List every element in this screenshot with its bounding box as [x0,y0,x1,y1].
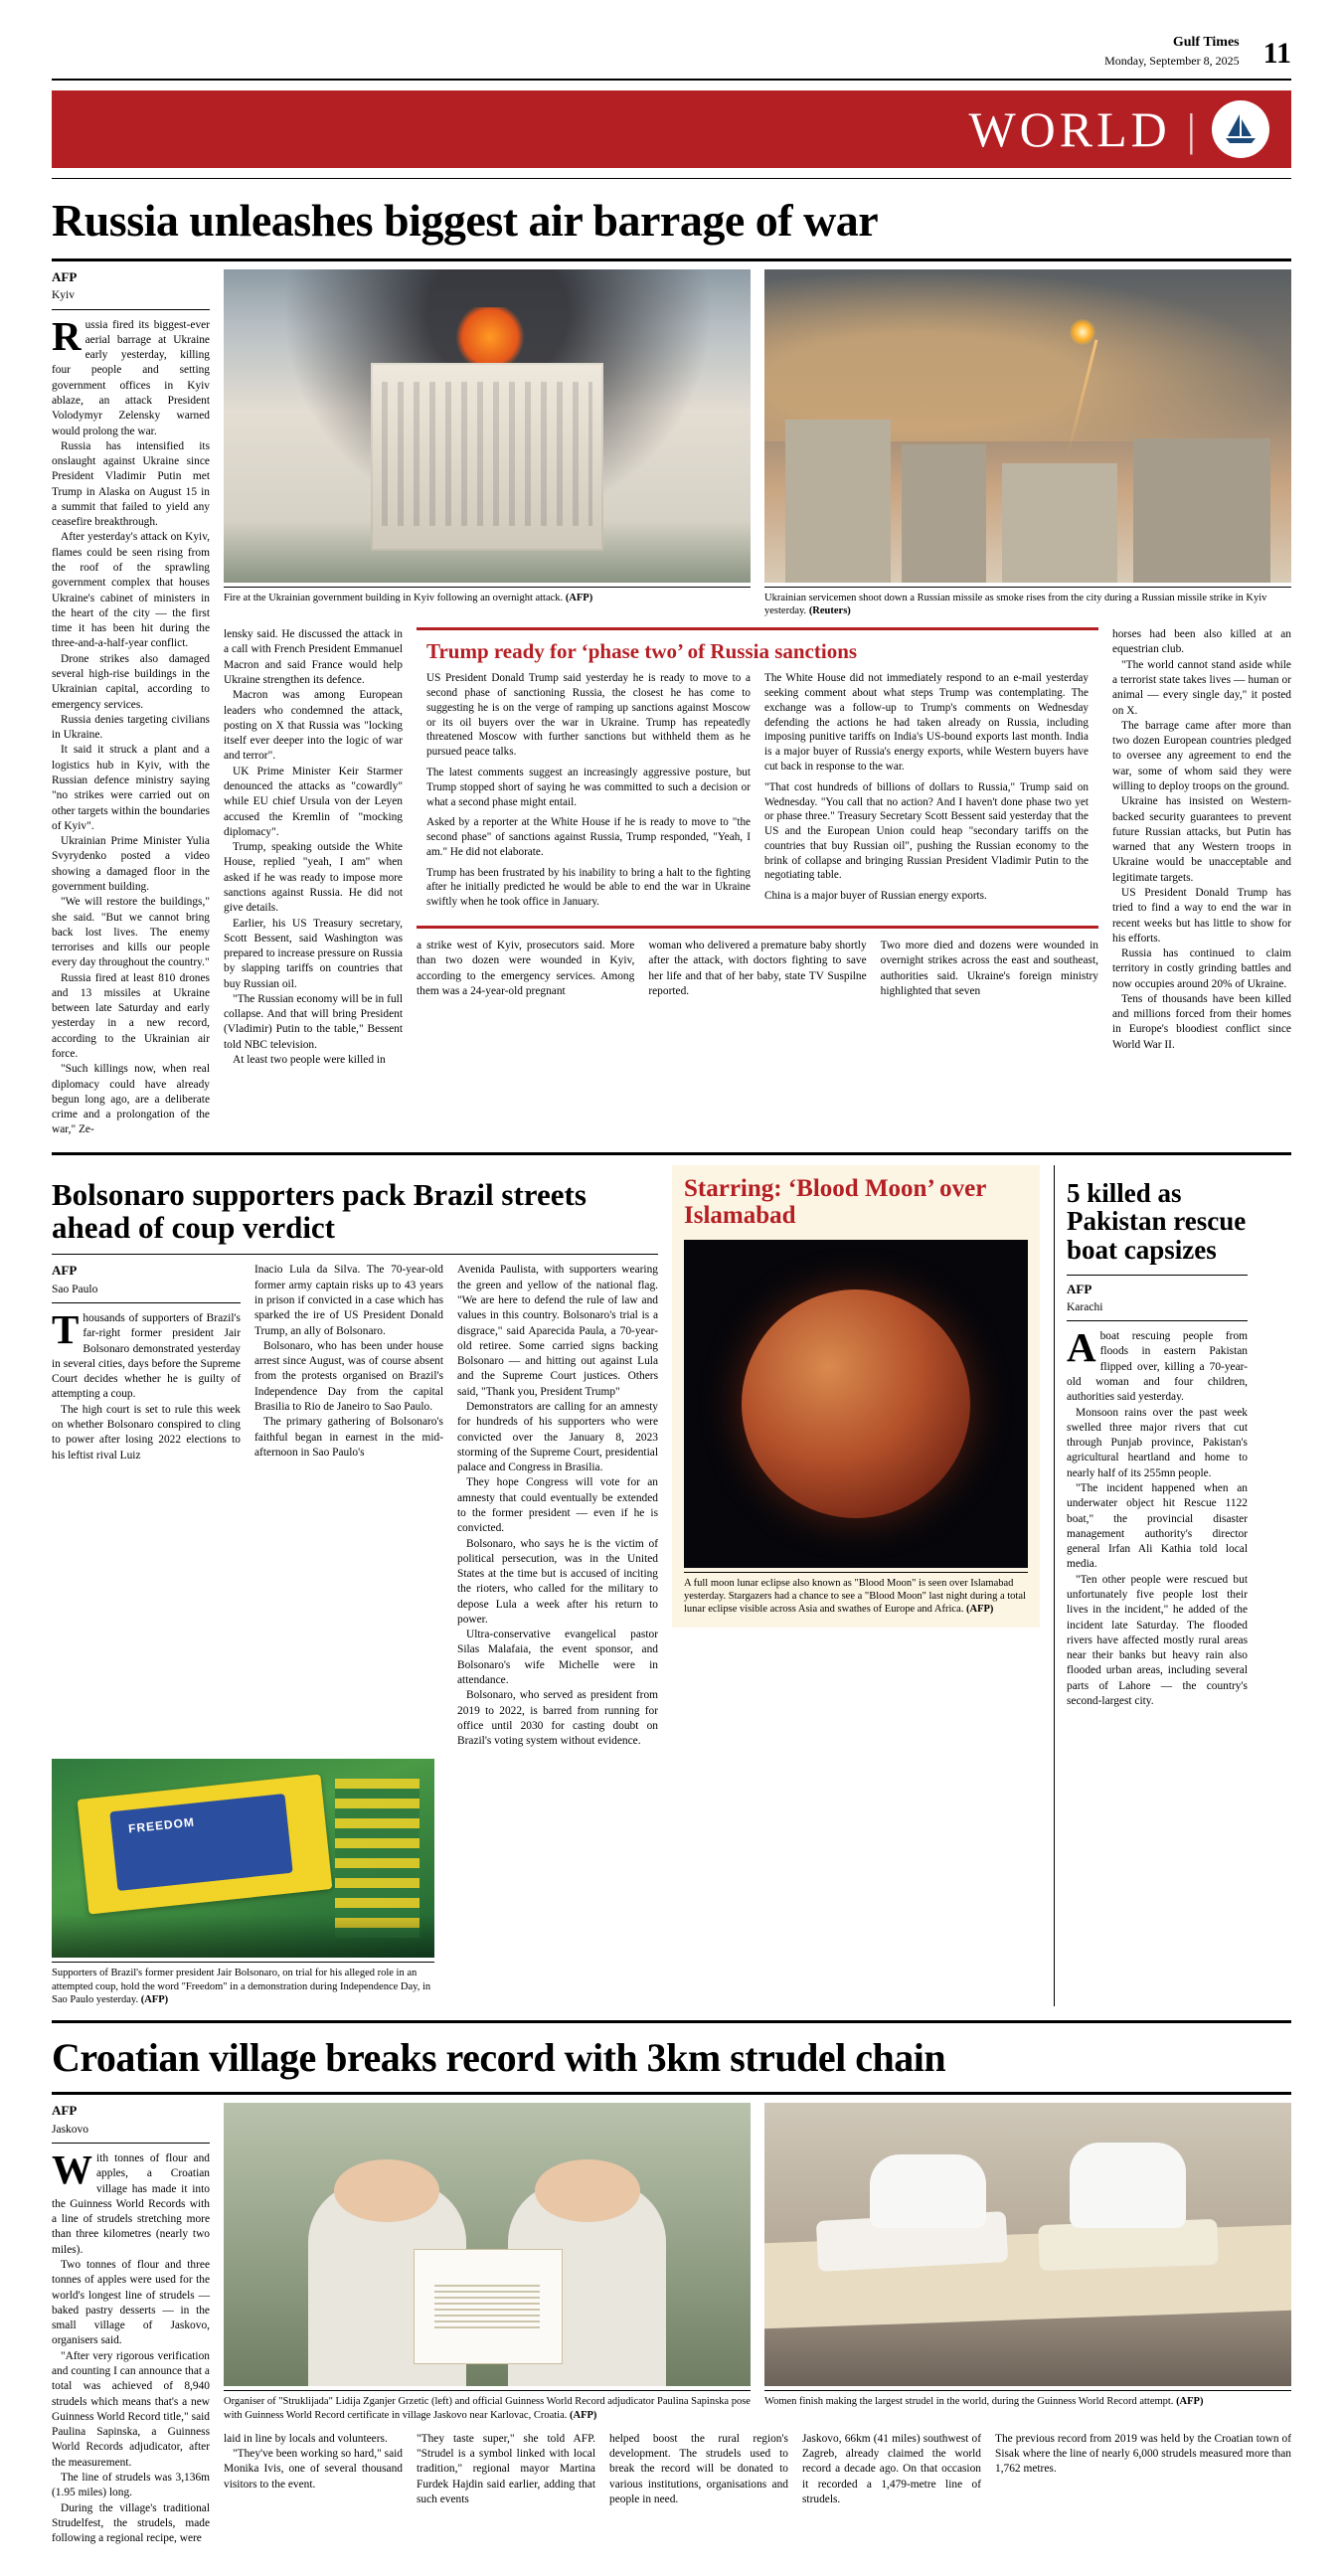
lead-paragraph: Ukraine has insisted on Western-backed security guarantees to prevent future Russian attacks, but Putin has warned that any Western troops in Ukraine would be unacceptable and legitimate targets. [1112,795,1291,884]
photo-credit: (Reuters) [808,605,851,617]
lead-paragraph: Russia fired at least 810 drones and 13 missiles at Ukraine between late Saturday and early yesterday in a new record, according to the Ukrainian air force. [52,971,210,1061]
strudel-paragraph: With tonnes of flour and apples, a Croatian village has made it into the Guinness World Records with a line of strudels stretching more than three kilometres (nearly two miles). [52,2147,210,2256]
bolsonaro-supporters-rally: FREEDOM [52,1759,434,1958]
trump-box-paragraph: The White House did not immediately respond to an e-mail yesterday seeking comment about what steps Trump was contemplating. The exchange was a follow-up to Trump's comments on Wednesday defending the actions he had taken already on Russia, including imposing punitive tariffs on India's US-bound exports last month. India is a major buyer of Russia's energy exports, while Western buyers have cut back in response to the war. [764,672,1089,773]
brazil-paragraph: Ultra-conservative evangelical pastor Silas Malafaia, the event sponsor, and Bolsonaro's wife Michelle were in attendance. [457,1629,658,1687]
pakistan-city: Karachi [1067,1300,1103,1313]
strudel-paragraph: The previous record from 2019 was held by the Croatian town of Sisak where the line of nearly 6,000 strudels measured more than 1,762 metres. [995,2432,1291,2476]
trump-box-paragraph: Trump has been frustrated by his inability to bring a halt to the fighting after he initially predicted he would be able to end the war in Ukraine swiftly when he took office in January. [426,866,751,909]
photo-caption-text: A full moon lunar eclipse also known as "Blood Moon" is seen over Islamabad yesterday. Stargazers had a chance to see a "Blood Moon" last night during a total lunar eclipse visible across Asia and swathes of Europe and Africa. [684,1577,1026,1615]
section-divider [52,2020,1291,2023]
lead-byline [52,269,210,310]
trump-box-paragraph: "That cost hundreds of billions of dollars to Russia," Trump said on Wednesday. "You call that no action? And I haven't done phase two yet or phase three." Treasury Secretary Scott Bessent said yesterday that the US and the European Union could heap "secondary tariffs on the countries that buy Russian oil", pushing the Russian economy to the brink of collapse and bringing Russian President Vladimir Putin to the negotiating table. [764,780,1089,882]
photo-caption [224,587,751,604]
missile-intercept-kyiv [764,269,1291,583]
strudel-paragraph: "They've been working so hard," said Monika Ivis, one of several thousand visitors to the event. [224,2447,403,2490]
brazil-paragraph: Bolsonaro, who says he is the victim of political persecution, was in the United States at the time but is accused of inciting the rioters, who called for the military to depose Lula a week after his return to power. [457,1537,658,1626]
pakistan-agency: AFP [1067,1281,1092,1296]
paper-name: Gulf Times [1172,35,1240,50]
photo-caption-text: Organiser of "Struklijada" Lidija Zganjer Grzetic (left) and official Guinness World Record adjudicator Paulina Sapinska pose with Guinness World Record certificate in village Jaskovo near Karlovac, Croatia. [224,2396,751,2421]
masthead [52,34,1291,75]
lead-paragraph: horses had been also killed at an equestrian club. [1112,628,1291,656]
lead-rule [52,258,1291,261]
brazil-agency: AFP [52,1263,78,1279]
lead-city: Kyiv [52,289,75,302]
strudel-paragraph: During the village's traditional Strudelfest, the strudels, made following a regional recipe, were [52,2501,210,2545]
brazil-paragraph: The high court is set to rule this week on whether Bolsonaro conspired to cling to power after losing 2022 elections to his leftist rival Luiz [52,1403,241,1461]
photo-caption [764,2390,1291,2408]
lead-agency: AFP [52,268,78,284]
strudel-paragraph: Jaskovo, 66km (41 miles) southwest of Zagreb, already claimed the world record a decade ago. On that occasion it recorded a 1,479-metre line of strudels. [802,2432,981,2505]
brazil-paragraph: Bolsonaro, who has been under house arrest since August, was of course absent from the protests organised on Brazil's Independence Day from the capital Brasilia to Rio de Janeiro to Sao Paulo. [254,1339,443,1413]
lead-paragraph: Ukrainian Prime Minister Yulia Svyrydenko posted a video showing a damaged floor in the government building. [52,835,210,893]
photo-caption-text: Fire at the Ukrainian government building in Kyiv following an overnight attack. [224,592,564,603]
strudel-paragraph: "After very rigorous verification and counting I can announce that a total was achieved of 8,940 strudels which means that's a new Guinness World Record title," said Paulina Sapinska, a Guinness World Records adjudicator, after the measurement. [52,2349,210,2469]
lead-paragraph: woman who delivered a premature baby shortly after the attack, with doctors fighting to save her life and that of her baby, state TV Suspilne reported. [648,939,867,997]
trump-box-paragraph: The latest comments suggest an increasingly aggressive posture, but Trump stopped short of saying he was committed to such a decision or what a second phase might entail. [426,766,751,808]
banner-separator: | [1186,103,1196,155]
lead-paragraph: After yesterday's attack on Kyiv, flames could be seen rising from the roof of the sprawling government complex that houses Ukraine's cabinet of ministers in the heart of the city — the first time it has been hit during the three-and-a-half-year conflict. [52,531,210,650]
strudel-byline [52,2103,210,2144]
masthead-dateline [1104,34,1240,69]
lead-paragraph: "The world cannot stand aside while a terrorist state takes lives — human or animal — every single day," it posted on X. [1112,658,1291,717]
brazil-paragraph: Bolsonaro, who served as president from 2019 to 2022, is barred from running for office until 2030 for casting doubt on Brazil's voting system without evidence. [457,1689,658,1748]
pakistan-paragraph: "Ten other people were rescued but unfortunately five people lost their lives in the incident," he added of the incident late Saturday. The flooded rivers have affected mostly rural areas near their banks but heavy rain also flooded urban areas, including several parts of Lahore — the country's second-largest city. [1067,1573,1248,1707]
strudel-paragraph: "They taste super," she told AFP. "Strudel is a symbol linked with local tradition," regional mayor Martina Furdek Hajdin said earlier, adding that such events [417,2432,595,2505]
lead-paragraph: At least two people were killed in [233,1054,386,1067]
strudel-paragraph: The line of strudels was 3,136m (1.95 miles) long. [52,2471,210,2499]
lead-paragraph: "The Russian economy will be in full collapse. And that will bring President (Vladimir) Putin to the table," Bessent told NBC television. [224,992,403,1051]
trump-box-paragraph: Asked by a reporter at the White House if he is ready to move to "the second phase" of sanctions against Russia, Trump responded, "Yeah, I am." He did not elaborate. [426,816,751,858]
brazil-paragraph: Demonstrators are calling for an amnesty for hundreds of his supporters who were convicted over the January 8, 2023 storming of the Supreme Court, presidential palace and Congress in Brasilia. [457,1400,658,1474]
photo-caption [684,1572,1028,1616]
lead-paragraph: "We will restore the buildings," she said. "But we cannot bring back lost lives. The enemy terrorises and kills our people every day throughout the country." [52,896,210,969]
women-making-strudel [764,2103,1291,2386]
blood-moon-islamabad [684,1240,1028,1568]
strudel-city: Jaskovo [52,2123,89,2136]
strudel-paragraph: Two tonnes of flour and three tonnes of apples were used for the world's longest line of strudels — baked pastry desserts — in the small village of Jaskovo, organisers said. [52,2259,210,2347]
strudel-rule [52,2092,1291,2095]
photo-caption [224,2390,751,2421]
blood-moon-box [672,1165,1040,1628]
strudel-paragraph: helped boost the rural region's development. The strudels used to break the record will be donated to various institutions, organisations and people in need. [609,2432,788,2505]
brazil-paragraph: Avenida Paulista, with supporters wearing the green and yellow of the national flag. "We are here to defend the rule of law and values in this country. Bolsonaro's trial is a disgrace," said Aparecida Paula, a 70-year-old retiree. Some carried signs backing Bolsonaro — and hitting out against Lula and the Supreme Court justices. Others said, "Thank you, President Trump" [457,1264,658,1398]
trump-sanctions-box [417,627,1098,929]
lead-headline: Russia unleashes biggest air barrage of war [52,195,879,247]
photo-caption [52,1962,434,2005]
issue-date: Monday, September 8, 2025 [1104,53,1240,68]
lead-paragraph: The barrage came after more than two dozen European countries pledged to oversee any agreement to end the war, some of whom said they were willing to deploy troops on the ground. [1112,719,1291,792]
brazil-paragraph: The primary gathering of Bolsonaro's faithful began in earnest in the mid-afternoon in Sao Paulo's [254,1416,443,1459]
lead-paragraph: It said it struck a plant and a logistics hub in Kyiv, with the Russian defence ministry saying "no strikes were carried out on other targets within the boundaries of Kyiv". [52,744,210,832]
brazil-paragraph: They hope Congress will vote for an amnesty that could eventually be extended to the former president — even if he is convicted. [457,1476,658,1535]
lead-paragraph: Russia has intensified its onslaught against Ukraine since President Vladimir Putin met Trump in Alaska on August 15 in a summit that failed to yield any ceasefire breakthrough. [52,439,210,529]
moon-disc [742,1289,970,1518]
lead-paragraph: "Such killings now, when real diplomacy could have already begun long ago, are a deliberate crime and a prolongation of the war," Ze- [52,1063,210,1136]
lead-paragraph: Russia has continued to claim territory in costly grinding battles and now occupies around 20% of Ukraine. [1112,947,1291,990]
lead-paragraph: Drone strikes also damaged several high-rise buildings in the Ukrainian capital, according to emergency services. [52,652,210,711]
blood-moon-headline: Starring: ‘Blood Moon’ over Islamabad [684,1174,986,1230]
kyiv-government-building-fire [224,269,751,583]
lead-paragraph: UK Prime Minister Keir Starmer denounced the attacks as "cowardly" while EU chief Ursula von der Leyen accused the Kremlin of "mocking diplomacy". [224,765,403,838]
lead-paragraph: Macron was among European leaders who condemned the attack, posting on X that Russia was "locking itself ever deeper into the logic of war and terror". [224,689,403,763]
lead-paragraph: Russia fired its biggest-ever aerial barrage at Ukraine early yesterday, killing four people and setting government offices in Kyiv ablaze, an attack President Volodymyr Zelensky warned would prolong the war. [52,312,210,437]
lead-paragraph: a strike west of Kyiv, prosecutors said. More than two dozen were wounded in Kyiv, according to the emergency services. Among them was a 24-year-old pregnant [417,939,635,997]
lead-paragraph: US President Donald Trump has tried to find a way to end the war in recent weeks but has little to show for his efforts. [1112,886,1291,945]
photo-credit: (AFP) [569,2409,597,2421]
photo-credit: (AFP) [1176,2396,1204,2408]
photo-caption-text: Women finish making the largest strudel in the world, during the Guinness World Record attempt. [764,2396,1174,2408]
guinness-certificate-presentation [224,2103,751,2386]
photo-credit: (AFP) [966,1603,994,1615]
brazil-headline: Bolsonaro supporters pack Brazil streets ahead of coup verdict [52,1176,587,1245]
photo-caption-text: Ukrainian servicemen shoot down a Russian missile as smoke rises from the city during a Russian missile strike in Kyiv yesterday. [764,592,1267,617]
section-title: WORLD [968,101,1171,158]
pakistan-paragraph: Aboat rescuing people from floods in eastern Pakistan flipped over, killing a 70-year-old woman and four children, authorities said yesterday. [1067,1324,1248,1404]
brazil-city: Sao Paulo [52,1283,98,1295]
page-number: 11 [1262,37,1291,71]
photo-caption [764,587,1291,617]
lead-paragraph: Earlier, his US Treasury secretary, Scott Bessent, said Washington was prepared to increase pressure on Russia by slapping tariffs on countries that buy Russian oil. [224,917,403,990]
masthead-rule [52,79,1291,81]
pakistan-paragraph: "The incident happened when an underwater object hit Rescue 1122 boat," the provincial disaster management authority's director general Irfan Ali Kathia told local media. [1067,1481,1248,1571]
brazil-byline [52,1263,241,1303]
section-divider [52,1152,1291,1155]
brazil-paragraph: Inacio Lula da Silva. The 70-year-old former army captain risks up to 43 years in prison if convicted in a case which has sparked the ire of US President Donald Trump, an ally of Bolsonaro. [254,1264,443,1337]
brazil-paragraph: Thousands of supporters of Brazil's far-right former president Jair Bolsonaro demonstrated yesterday in several cities, days before the Supreme Court decides whether he is guilty of attempting a coup. [52,1306,241,1401]
photo-credit: (AFP) [140,1993,169,2005]
pakistan-paragraph: Monsoon rains over the past week swelled three major rivers that cut through Punjab province, Pakistan's agricultural heartland and home to nearly half of its 255mn people. [1067,1406,1248,1479]
section-banner [52,90,1291,168]
lead-paragraph: Two more died and dozens were wounded in overnight strikes across the east and southeast, authorities said. Ukraine's foreign ministry highlighted that seven [880,939,1098,997]
strudel-headline: Croatian village breaks record with 3km strudel chain [52,2034,946,2080]
gulf-times-dhow-logo [1212,100,1269,158]
photo-credit: (AFP) [565,592,593,603]
lead-paragraph: Trump, speaking outside the White House, replied "yeah, I am" when asked if he was ready to impose more sanctions against Russia. He did not give details. [224,841,403,915]
pakistan-headline: 5 killed as Pakistan rescue boat capsizes [1067,1177,1247,1265]
photo-caption-text: Supporters of Brazil's former president Jair Bolsonaro, on trial for his alleged role in an attempted coup, hold the word "Freedom" in a demonstration during Independence Day, in Sao Paulo yesterday. [52,1968,431,2005]
pakistan-byline [1067,1282,1248,1322]
strudel-paragraph: laid in line by locals and volunteers. [224,2432,388,2445]
trump-box-paragraph: US President Donald Trump said yesterday he is ready to move to a second phase of sanctioning Russia, the closest he has come to suggesting he is on the verge of ramping up sanctions against Moscow or its oil buyers over the war in Ukraine. Trump has repeatedly threatened Moscow with further sanctions but withheld them as he pursued peace talks. [426,672,751,759]
strudel-agency: AFP [52,2103,78,2119]
lead-paragraph: Tens of thousands have been killed and millions forced from their homes in Europe's bloodiest conflict since World War II. [1112,992,1291,1051]
trump-box-headline: Trump ready for ‘phase two’ of Russia sanctions [426,639,858,664]
lead-paragraph: Russia denies targeting civilians in Ukraine. [52,713,210,742]
trump-box-paragraph: China is a major buyer of Russian energy exports. [764,890,987,903]
lead-paragraph: lensky said. He discussed the attack in a call with French President Emmanuel Macron and said France would help Ukraine strengthen its defence. [224,628,403,686]
